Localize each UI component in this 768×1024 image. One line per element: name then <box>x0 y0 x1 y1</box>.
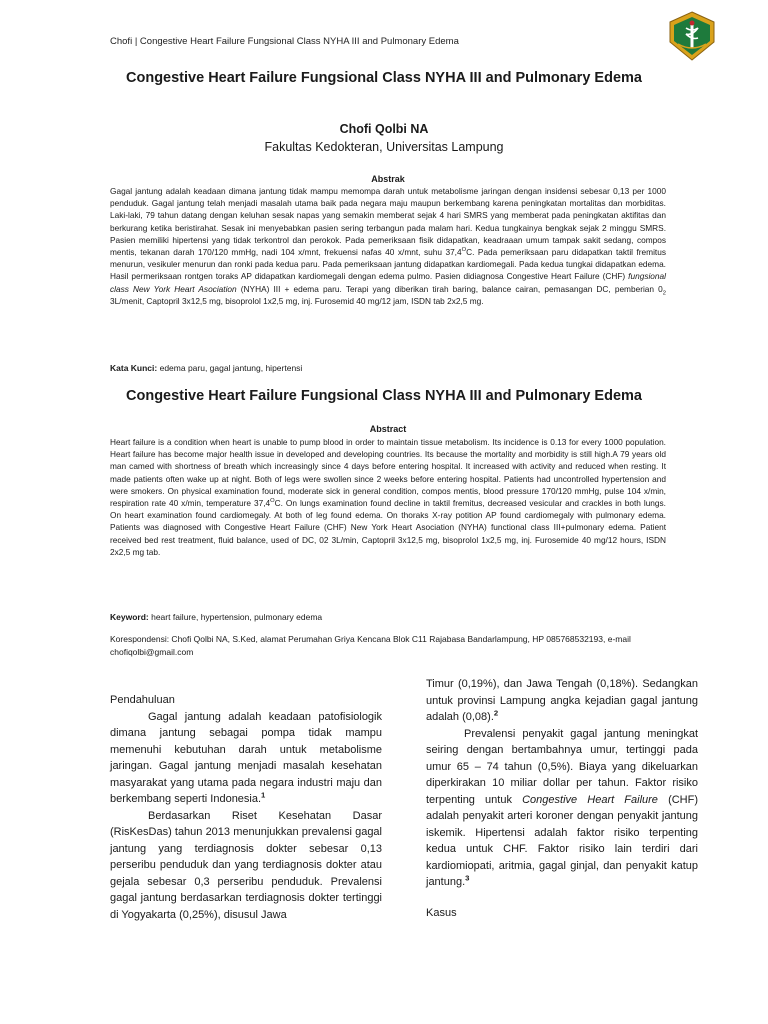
abstract-body: Heart failure is a condition when heart is unable to pump blood in order to maintain tissue metabolism. Its incidence is 0.13 for every 1000 population. Heart failure has become major health issue in developed and developing countries. Its because the mortality and morbidity is still high.A 79 years old man camed with shortness of breath which increasingly since 4 days before entering hospital. It increased with activity and reduced when resting. It made patients often wake up at night. Both of legs were swollen since 2 weeks before entering hospital. Patients had uncontrolled hypertension and were smokers. On physical examination found, moderate sick in general condition, compos mentis, blood pressure 170/120 mmHg, pulse 104 x/min, respiration rate 40 x/min, temperature $37,4^OC$. On lungs examination found decline in taktil fremitus, decreased vesicular and crackles in both lungs. On heart examination found cardiomegaly. At both of leg found edema. On thoraks X-ray potition AP found cardiomegaly with pulmonary edema. Patients was diagnosed with Congestive Heart Failure (CHF) New York Heart Asociation (NYHA) functional class III+pulmonary edema. Patient received bed rest treatment, fluid balance, used of DC, 02 3L/min, Captopril 3x12,5 mg, bisoprolol 1x2,5 mg, inj. Furosemide 40 mg/12 hours, ISDN 2x2,5 mg tab. <box>110 437 666 557</box>
running-header: Chofi | Congestive Heart Failure Fungsional Class NYHA III and Pulmonary Edema <box>110 36 459 47</box>
section-heading-kasus: Kasus <box>426 906 457 919</box>
paper-title: Congestive Heart Failure Fungsional Class NYHA III and Pulmonary Edema <box>126 70 642 86</box>
body-column-left <box>110 692 382 923</box>
kata-kunci: Kata Kunci: edema paru, gagal jantung, hipertensi <box>110 363 303 373</box>
correspondence: Korespondensi: Chofi Qolbi NA, S.Ked, alamat Perumahan Griya Kencana Blok C11 Rajabasa Bandarlampung, HP 085768532193, e-mail chofiqolbi@gmail.com <box>110 634 631 657</box>
university-seal-icon <box>666 10 718 62</box>
body-paragraph: Berdasarkan Riset Kesehatan Dasar (RisKesDas) tahun 2013 menunjukkan prevalensi gagal jantung yang terdiagnosis dokter sebesar 0,13 perseribu penduduk dan yang terdiagnosis dokter atau gejala sebesar 0,3 perseribu penduduk. Prevalensi gagal jantung berdasarkan terdiagnosis dokter tertinggi di Yogyakarta (0,25%), disusul Jawa <box>110 809 382 921</box>
keyword: Keyword: heart failure, hypertension, pulmonary edema <box>110 612 323 622</box>
paper-title-english: Congestive Heart Failure Fungsional Class NYHA III and Pulmonary Edema <box>126 388 642 404</box>
author-affiliation: Fakultas Kedokteran, Universitas Lampung <box>264 140 504 154</box>
body-paragraph: Prevalensi penyakit gagal jantung meningkat seiring dengan bertambahnya umur, tertinggi pada umur 65 – 74 tahun (0,5%). Biaya yang dikeluarkan diperkirakan 10 miliar dollar per tahun. Faktor risiko terpenting untuk Congestive Heart Failure (CHF) adalah penyakit arteri koroner dengan penyakit jantung iskemik. Hipertensi adalah faktor risiko terpenting kedua untuk CHF. Faktor risiko lain terdiri dari kardiomiopati, aritmia, gagal ginjal, dan penyakit katup jantung.$^3$ <box>426 727 699 888</box>
body-paragraph: Timur (0,19%), dan Jawa Tengah (0,18%). Sedangkan untuk provinsi Lampung angka kejadian gagal jantung adalah (0,08).$^2$ <box>426 678 698 723</box>
body-paragraph: Gagal jantung adalah keadaan patofisiologik dimana jantung sebagai pompa tidak mampu memenuhi kebutuhan darah untuk metabolisme jaringan. Gagal jantung menjadi masalah kesehatan masyarakat yang utama pada negara industri maju dan berkembang seperti Indonesia.$^1$ <box>110 710 382 805</box>
abstract-heading: Abstract <box>369 424 407 434</box>
body-column-right <box>426 676 698 921</box>
author-name: Chofi Qolbi NA <box>339 122 429 136</box>
abstrak-heading: Abstrak <box>371 174 405 184</box>
abstrak-body: Gagal jantung adalah keadaan dimana jantung tidak mampu memompa darah untuk metabolisme jaringan dengan insidensi sebesar 0,13 per 1000 penduduk. Gagal jantung telah menjadi masalah utama baik pada negara maju maupun berkembang karena peningkatan mortalitas dan morbiditas. Laki-laki, 79 tahun datang dengan keluhan sesak napas yang semakin memberat sejak 4 hari SMRS yang memberat pada peningkatan aktifitas dan berkurang ketika beristirahat. Sesak ini menyebabkan pasien sering terbangun pada malam hari. Kedua tungkainya bengkak sejak 2 minggu SMRS. Pasien memiliki hipertensi yang tidak terkontrol dan perokok. Pada pemeriksaan fisik didapatkan, keadraaan umum tampak sakit sedang, compos mentis, tekanan darah 170/120 mmHg, nadi 104 x/mnt, frekuensi nafas 40 x/mnt, suhu $37,4^OC$. Pada pemeriksaan paru didapatkan taktil fremitus menurun, vesikuler menurun dan ronki pada kedua paru. Pada pemeriksaan jantung didapatkan kardiomegali. Pada kedua tungkai didapatkan edema. Hasil permeriksaan rontgen toraks AP didapatkan kardiomegali dengan edema pulmo. Pasien didiagnosa Congestive Heart Failure (CHF) fungsional class New York Heart Asociation (NYHA) III + edema paru. Terapi yang diberikan tirah baring, balance cairan, pemasangan DC, pemberian $0_2$ 3L/menit, Captopril 3x12,5 mg, bisoprolol 1x2,5 mg, inj. Furosemid 40 mg/12 jam, ISDN tab 2x2,5 mg. <box>110 186 666 306</box>
section-heading-pendahuluan: Pendahuluan <box>110 694 175 706</box>
